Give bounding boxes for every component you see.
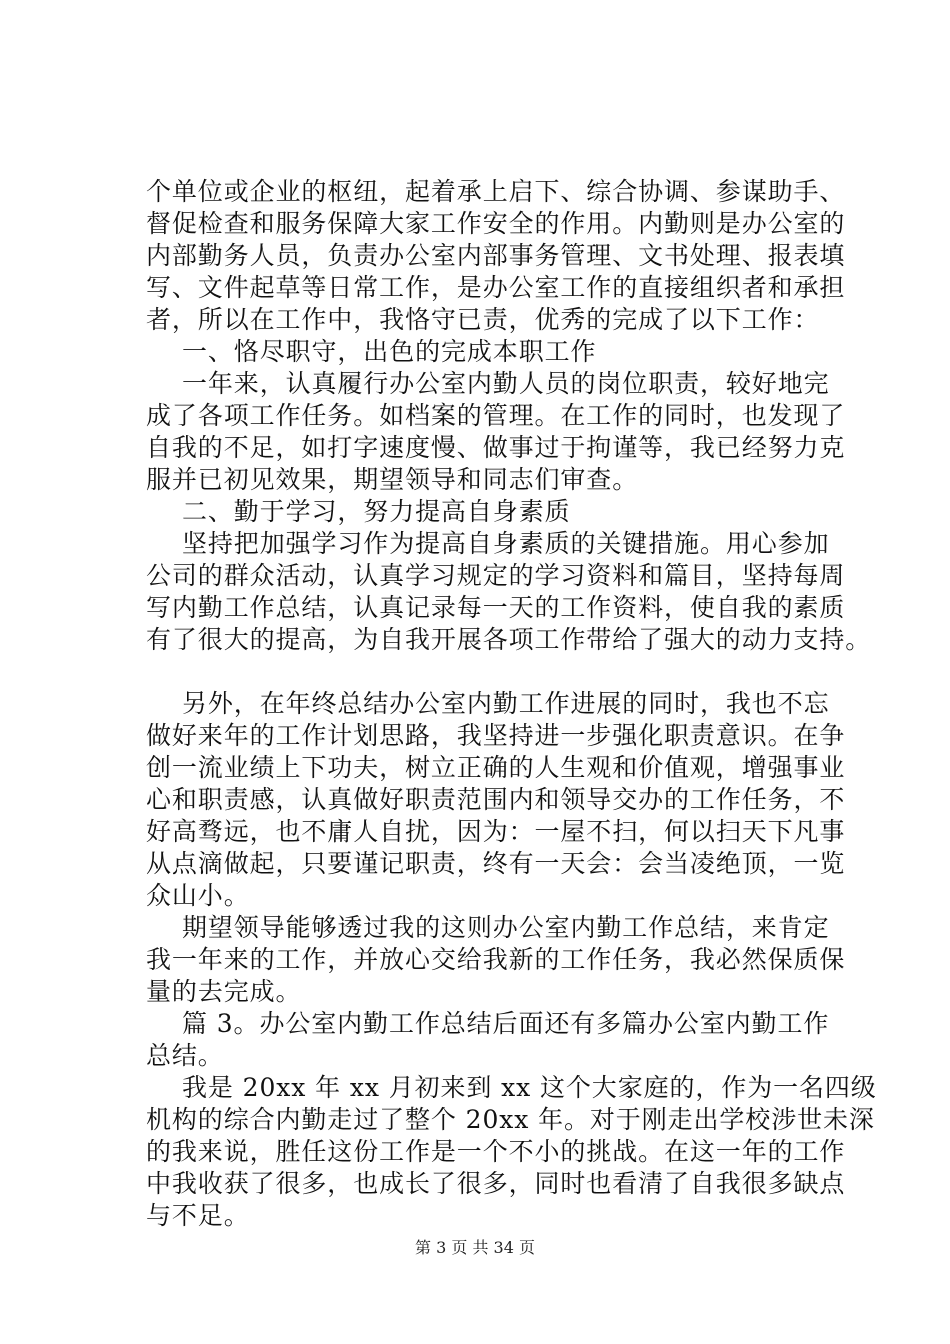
paragraph-line: 自我的不足，如打字速度慢、做事过于拘谨等，我已经努力克 <box>146 433 846 462</box>
paragraph-line: 写、文件起草等日常工作，是办公室工作的直接组织者和承担 <box>146 273 846 302</box>
paragraph-line: 好高骛远，也不庸人自扰，因为：一屋不扫，何以扫天下凡事 <box>146 817 846 846</box>
paragraph-line: 我一年来的工作，并放心交给我新的工作任务，我必然保质保 <box>146 945 846 974</box>
paragraph-line: 有了很大的提高，为自我开展各项工作带给了强大的动力支持。 <box>146 625 872 654</box>
paragraph-line: 中我收获了很多，也成长了很多，同时也看清了自我很多缺点 <box>146 1169 846 1198</box>
paragraph-line: 创一流业绩上下功夫，树立正确的人生观和价值观，增强事业 <box>146 753 846 782</box>
paragraph-line: 众山小。 <box>146 881 250 910</box>
paragraph-line: 心和职责感，认真做好职责范围内和领导交办的工作任务，不 <box>146 785 846 814</box>
paragraph-line: 内部勤务人员，负责办公室内部事务管理、文书处理、报表填 <box>146 241 846 270</box>
document-body <box>146 176 877 1232</box>
paragraph-line: 写内勤工作总结，认真记录每一天的工作资料，使自我的素质 <box>146 593 846 622</box>
page-number-footer: 第 3 页 共 34 页 <box>415 1238 535 1257</box>
paragraph-line: 机构的综合内勤走过了整个 20xx 年。对于刚走出学校涉世未深 <box>146 1105 875 1134</box>
paragraph-line: 者，所以在工作中，我恪守已责，优秀的完成了以下工作： <box>146 305 820 334</box>
paragraph-line: 个单位或企业的枢纽，起着承上启下、综合协调、参谋助手、 <box>146 177 846 206</box>
paragraph-line: 量的去完成。 <box>146 977 302 1006</box>
section-heading-2: 二、勤于学习，努力提高自身素质 <box>182 497 571 526</box>
paragraph-line: 公司的群众活动，认真学习规定的学习资料和篇目，坚持每周 <box>146 561 846 590</box>
paragraph-line: 从点滴做起，只要谨记职责，终有一天会：会当凌绝顶，一览 <box>146 849 846 878</box>
paragraph-line: 期望领导能够透过我的这则办公室内勤工作总结，来肯定 <box>182 913 830 942</box>
paragraph-line: 服并已初见效果，期望领导和同志们审查。 <box>146 465 639 494</box>
paragraph-line: 的我来说，胜任这份工作是一个不小的挑战。在这一年的工作 <box>146 1137 846 1166</box>
section-heading-3: 篇 3。办公室内勤工作总结后面还有多篇办公室内勤工作 <box>182 1009 830 1038</box>
section-heading-1: 一、恪尽职守，出色的完成本职工作 <box>182 337 597 366</box>
paragraph-line: 做好来年的工作计划思路，我坚持进一步强化职责意识。在争 <box>146 721 846 750</box>
paragraph-gap <box>146 656 846 688</box>
paragraph-line: 成了各项工作任务。如档案的管理。在工作的同时，也发现了 <box>146 401 846 430</box>
paragraph-line: 与不足。 <box>146 1201 250 1230</box>
paragraph-line: 总结。 <box>146 1041 224 1070</box>
paragraph-line: 另外，在年终总结办公室内勤工作进展的同时，我也不忘 <box>182 689 830 718</box>
paragraph-line: 坚持把加强学习作为提高自身素质的关键措施。用心参加 <box>182 529 830 558</box>
paragraph-line: 我是 20xx 年 xx 月初来到 xx 这个大家庭的，作为一名四级 <box>182 1073 877 1102</box>
paragraph-line: 一年来，认真履行办公室内勤人员的岗位职责，较好地完 <box>182 369 830 398</box>
paragraph-line: 督促检查和服务保障大家工作安全的作用。内勤则是办公室的 <box>146 209 846 238</box>
